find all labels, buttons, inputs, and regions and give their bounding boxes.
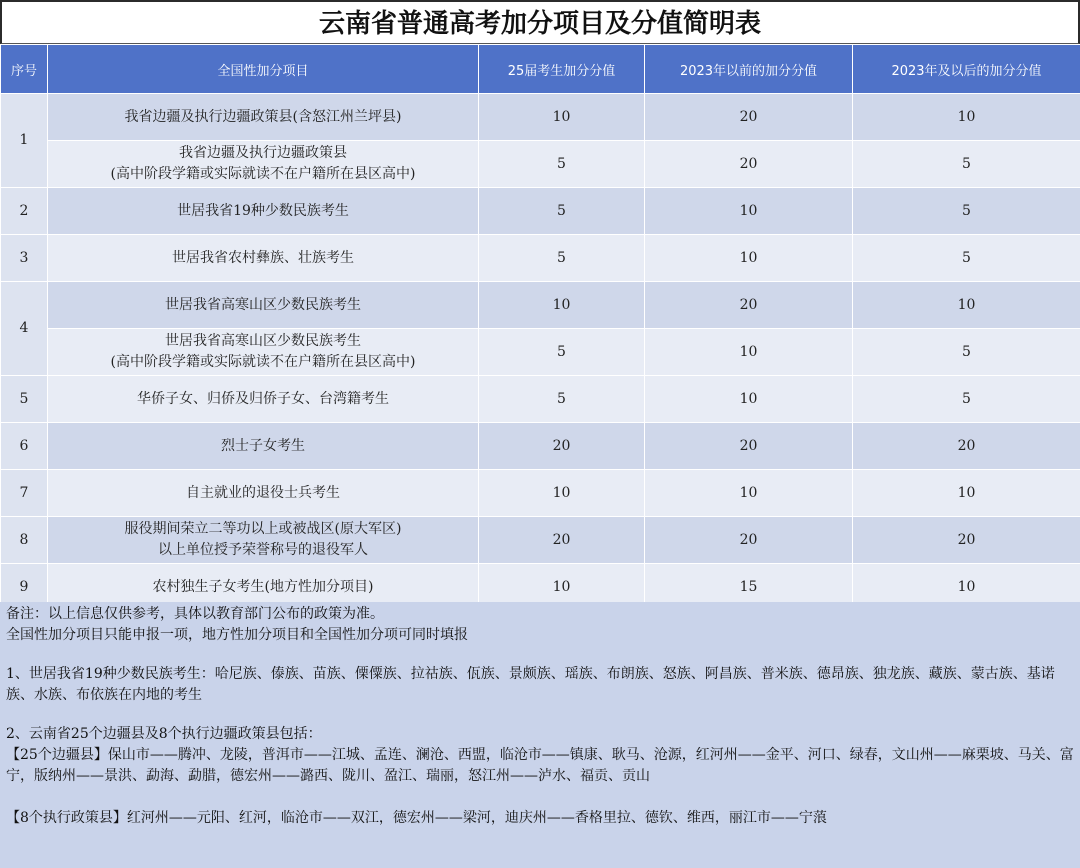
item-line: 我省边疆及执行边疆政策县(含怒江州兰坪县) (124, 108, 402, 125)
item-line-2: (高中阶段学籍或实际就读不在户籍所在县区高中) (110, 354, 416, 370)
value-25-cell: 10 (479, 94, 645, 141)
value-25-cell: 10 (479, 564, 645, 611)
item-line: 我省边疆及执行边疆政策县 (179, 145, 347, 161)
note-border-counties-heading: 2、云南省25个边疆县及8个执行边疆政策县包括： (6, 726, 322, 742)
header-pre2023: 2023年以前的加分分值 (645, 45, 853, 94)
value-post2023-cell: 5 (853, 376, 1080, 423)
item-line: 农村独生子女考生(地方性加分项目) (152, 578, 374, 595)
seq-cell: 6 (1, 423, 48, 470)
value-pre2023-cell: 20 (645, 423, 853, 470)
item-line: 华侨子女、归侨及归侨子女、台湾籍考生 (137, 390, 389, 407)
table-row (1, 329, 1080, 376)
item-line: 服役期间荣立二等功以上或被战区(原大军区) (124, 521, 402, 537)
value-pre2023-cell: 10 (645, 188, 853, 235)
seq-cell: 5 (1, 376, 48, 423)
value-25-cell: 5 (479, 329, 645, 376)
item-line: 世居我省农村彝族、壮族考生 (172, 249, 354, 266)
item-cell (48, 141, 479, 188)
item-line: 世居我省高寒山区少数民族考生 (165, 296, 361, 313)
value-pre2023-cell: 10 (645, 376, 853, 423)
value-pre2023-cell: 20 (645, 141, 853, 188)
item-cell (48, 517, 479, 564)
notes-section (0, 602, 1080, 868)
item-cell (48, 282, 479, 329)
seq-cell: 2 (1, 188, 48, 235)
value-25-cell: 20 (479, 423, 645, 470)
value-post2023-cell: 20 (853, 517, 1080, 564)
value-25-cell: 20 (479, 517, 645, 564)
note-minorities: 1、世居我省19种少数民族考生：哈尼族、傣族、苗族、傈僳族、拉祜族、佤族、景颇族、瑶族、布朗族、怒族、阿昌族、普米族、德昂族、独龙族、藏族、蒙古族、基诺族、水族、布依族在内地的考生 (6, 666, 1055, 703)
bonus-points-table (0, 44, 1080, 611)
seq-cell: 1 (1, 94, 48, 188)
value-25-cell: 5 (479, 376, 645, 423)
header-row (1, 45, 1080, 94)
table-row (1, 282, 1080, 329)
header-item: 全国性加分项目 (48, 45, 479, 94)
value-pre2023-cell: 10 (645, 235, 853, 282)
table-row (1, 188, 1080, 235)
value-25-cell: 10 (479, 282, 645, 329)
value-pre2023-cell: 10 (645, 329, 853, 376)
header-seq: 序号 (1, 45, 48, 94)
value-pre2023-cell: 15 (645, 564, 853, 611)
table-row (1, 470, 1080, 517)
table-row (1, 235, 1080, 282)
item-cell (48, 188, 479, 235)
header-post2023: 2023年及以后的加分分值 (853, 45, 1080, 94)
seq-cell: 7 (1, 470, 48, 517)
table-row (1, 141, 1080, 188)
value-post2023-cell: 5 (853, 329, 1080, 376)
item-line-2: (高中阶段学籍或实际就读不在户籍所在县区高中) (110, 166, 416, 182)
value-post2023-cell: 10 (853, 94, 1080, 141)
table-title: 云南省普通高考加分项目及分值简明表 (0, 0, 1080, 44)
item-cell (48, 329, 479, 376)
item-line: 世居我省高寒山区少数民族考生 (165, 333, 361, 349)
item-line: 烈士子女考生 (221, 437, 305, 454)
value-25-cell: 5 (479, 188, 645, 235)
item-cell (48, 94, 479, 141)
value-pre2023-cell: 10 (645, 470, 853, 517)
note-8-policy-counties: 【8个执行政策县】红河州——元阳、红河，临沧市——双江，德宏州——梁河，迪庆州——香格里拉、德钦、维西，丽江市——宁蒗 (6, 810, 827, 826)
rule-text: 全国性加分项目只能申报一项，地方性加分项目和全国性加分项可同时填报 (6, 627, 468, 643)
value-post2023-cell: 20 (853, 423, 1080, 470)
remark-text: 备注：以上信息仅供参考，具体以教育部门公布的政策为准。 (6, 606, 384, 622)
item-cell (48, 235, 479, 282)
item-line: 自主就业的退役士兵考生 (186, 484, 340, 501)
value-pre2023-cell: 20 (645, 282, 853, 329)
value-post2023-cell: 10 (853, 470, 1080, 517)
value-pre2023-cell: 20 (645, 517, 853, 564)
value-post2023-cell: 5 (853, 141, 1080, 188)
value-25-cell: 5 (479, 141, 645, 188)
table-row (1, 376, 1080, 423)
value-post2023-cell: 10 (853, 282, 1080, 329)
value-25-cell: 10 (479, 470, 645, 517)
table-row (1, 423, 1080, 470)
seq-cell: 4 (1, 282, 48, 376)
note-25-border-counties: 【25个边疆县】保山市——腾冲、龙陵，普洱市——江城、孟连、澜沧、西盟，临沧市——镇康、耿马、沧源，红河州——金平、河口、绿春，文山州——麻栗坡、马关、富宁，版纳州——景洪、勐海、勐腊，德宏州——潞西、陇川、盈江、瑞丽，怒江州——泸水、福贡、贡山 (6, 747, 1074, 784)
value-25-cell: 5 (479, 235, 645, 282)
header-25: 25届考生加分分值 (479, 45, 645, 94)
table-row (1, 94, 1080, 141)
item-cell (48, 376, 479, 423)
item-line-2: 以上单位授予荣誉称号的退役军人 (158, 542, 368, 558)
item-line: 世居我省19种少数民族考生 (177, 202, 349, 219)
item-cell (48, 470, 479, 517)
value-pre2023-cell: 20 (645, 94, 853, 141)
seq-cell: 3 (1, 235, 48, 282)
table-row (1, 517, 1080, 564)
value-post2023-cell: 5 (853, 235, 1080, 282)
seq-cell: 8 (1, 517, 48, 564)
item-cell (48, 423, 479, 470)
seq-cell: 9 (1, 564, 48, 611)
value-post2023-cell: 5 (853, 188, 1080, 235)
value-post2023-cell: 10 (853, 564, 1080, 611)
